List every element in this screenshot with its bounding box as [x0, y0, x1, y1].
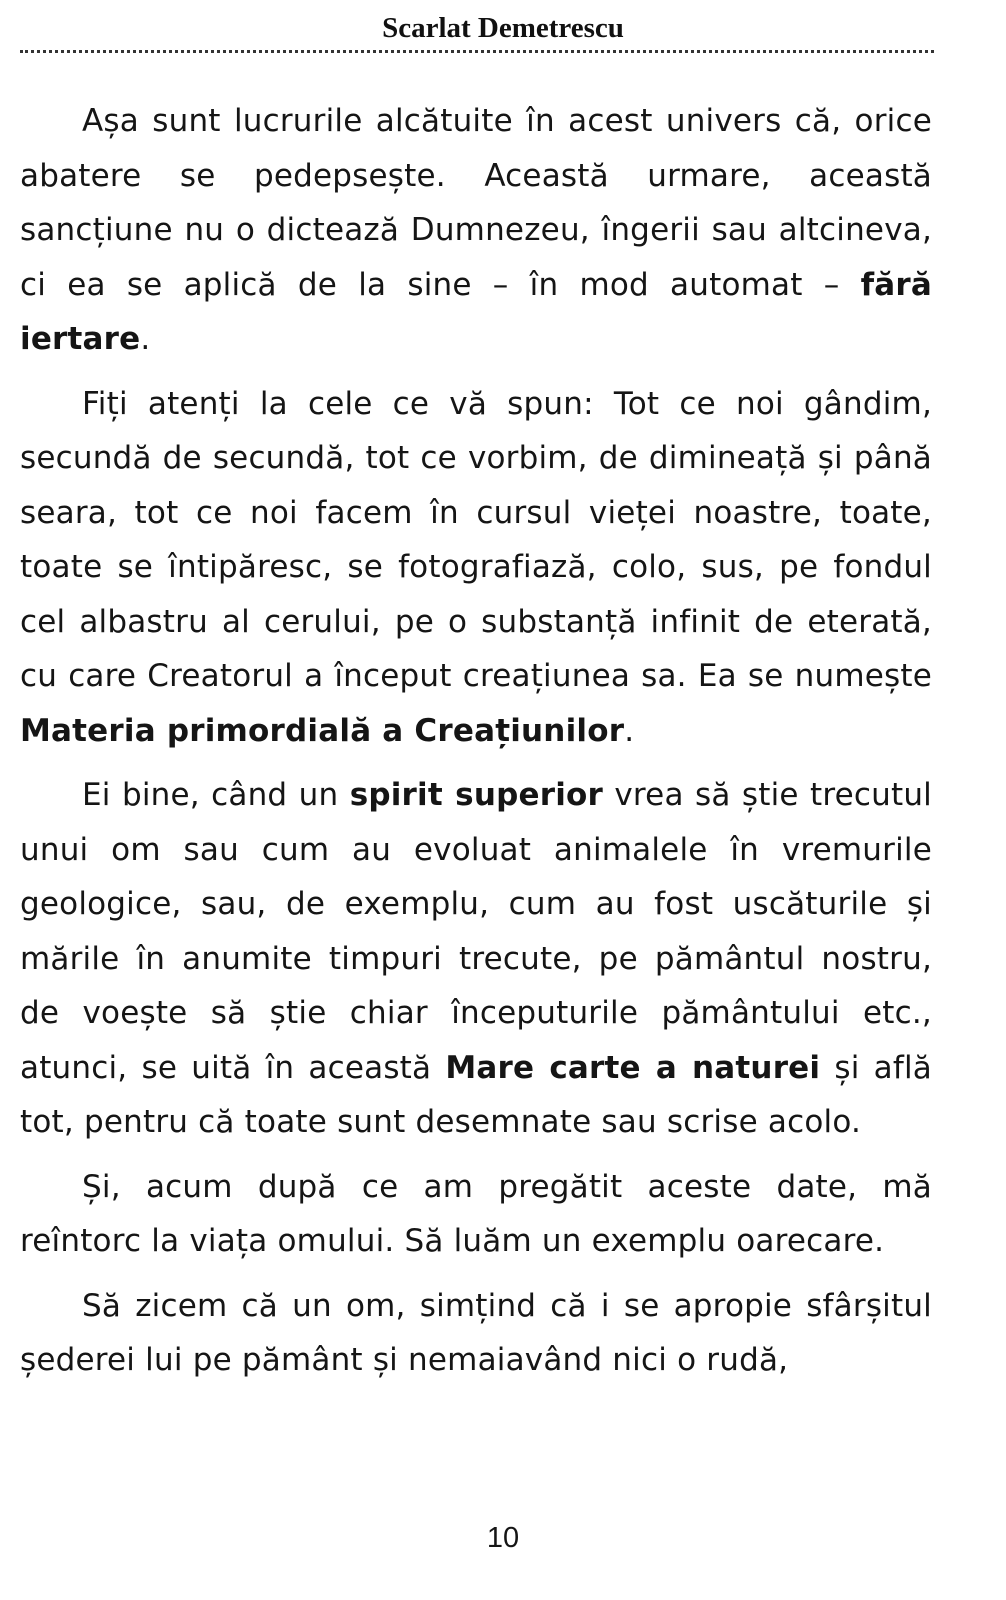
paragraph-text: și află tot, pentru că toate sunt desemnate sau scrise acolo. [20, 1049, 932, 1140]
paragraph-3 [20, 768, 932, 1150]
paragraph-4 [20, 1160, 932, 1269]
paragraph-text: vrea să știe trecutul unui om sau cum au evoluat animalele în vremurile geologice, sau, de exemplu, cum au fost uscăturile și mările în anumite timpuri trecute, pe pământul nostru, de voește să știe chiar începuturile pământului etc., atunci, se uită în această [20, 777, 932, 1086]
paragraph-text: . [624, 712, 635, 749]
paragraph-text: . [140, 321, 151, 357]
emphasis-text: spirit superior [349, 777, 604, 813]
page-number: 10 [486, 1522, 520, 1554]
paragraph-text: Să zicem că un om, simțind că i se apropie sfârșitul șederei lui pe pământ și nemaiavând nici o rudă, [20, 1287, 932, 1378]
emphasis-text: Materia primordială a Creațiunilor [20, 712, 625, 749]
paragraph-text: Și, acum după ce am pregătit aceste date, mă reîntorc la viața omului. Să luăm un exemplu oarecare. [20, 1168, 932, 1259]
paragraph-1 [20, 94, 932, 367]
header-dotted-divider [20, 50, 934, 53]
running-header-author: Scarlat Demetrescu [382, 12, 624, 44]
paragraph-text: Ei bine, când un [82, 777, 350, 813]
emphasis-text: fără iertare [20, 266, 932, 357]
paragraph-2 [20, 377, 932, 759]
paragraph-5 [20, 1279, 932, 1388]
emphasis-text: Mare carte a naturei [445, 1049, 821, 1086]
page-body [20, 94, 932, 1398]
paragraph-text: Așa sunt lucrurile alcătuite în acest univers că, orice abatere se pedepsește. Această urmare, această sancțiune nu o dictează Dumnezeu, îngerii sau altcineva, ci ea se aplică de la sine – în mod automat – [20, 103, 932, 303]
paragraph-text: Fiți atenți la cele ce vă spun: Tot ce noi gândim, secundă de secundă, tot ce vorbim, de dimineață și până seara, tot ce noi facem în cursul vieței noastre, toate, toate se întipăresc, se fotografiază, colo, sus, pe fondul cel albastru al cerului, pe o substanță infinit de eterată, cu care Creatorul a început creațiunea sa. Ea se numește [20, 385, 932, 694]
